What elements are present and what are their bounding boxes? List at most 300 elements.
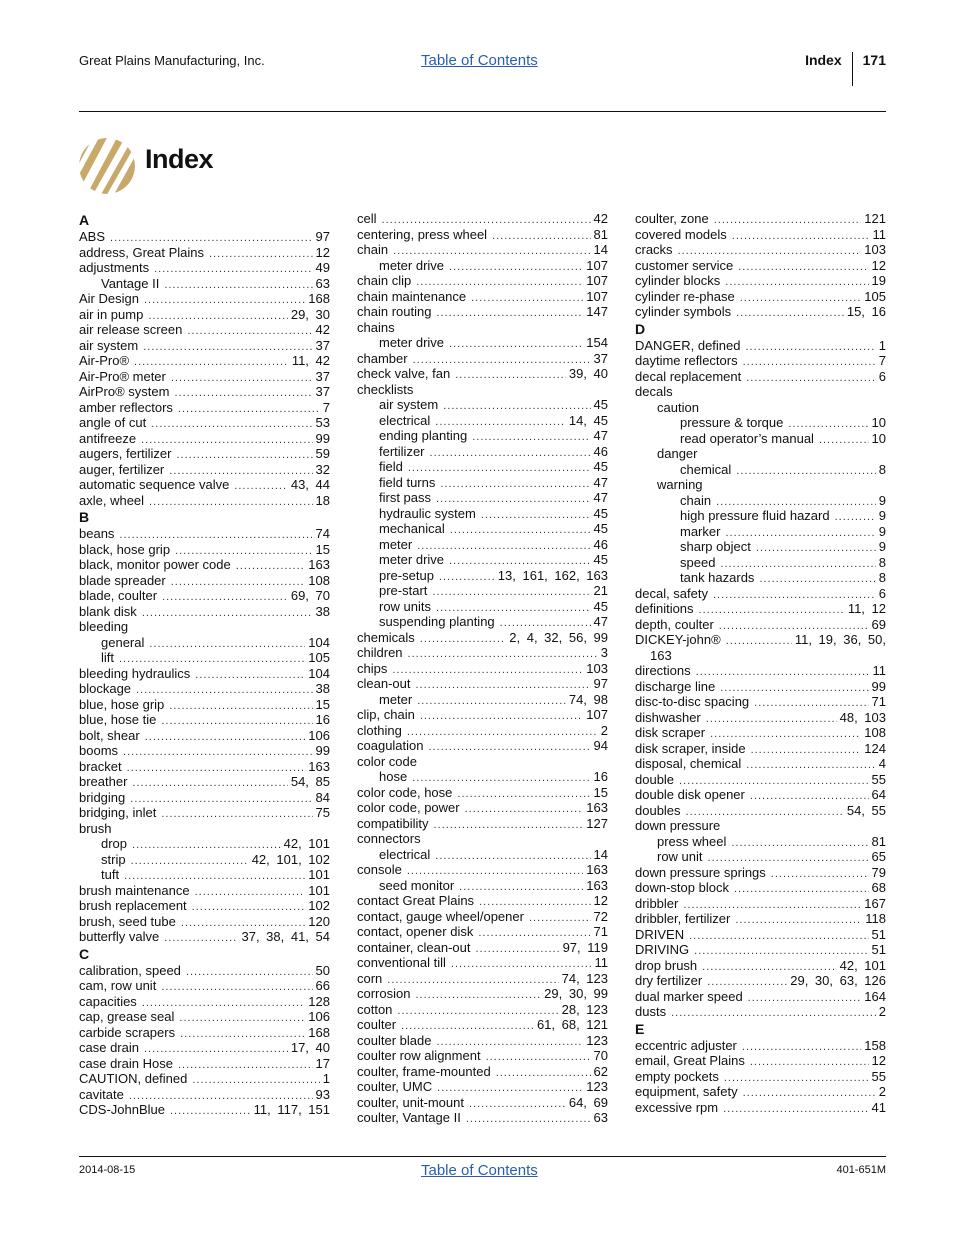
index-term: contact, gauge wheel/opener — [357, 908, 524, 924]
page-reference[interactable]: 106 — [308, 727, 330, 743]
page-reference[interactable]: 6 — [878, 585, 886, 601]
index-term: row unit — [657, 849, 703, 864]
page-reference[interactable]: 93 — [315, 1086, 330, 1102]
page-reference[interactable]: 107 — [586, 707, 608, 722]
index-term: beans — [79, 526, 115, 541]
index-term: drop brush — [635, 957, 698, 973]
dot-leader — [750, 1055, 869, 1071]
page-reference[interactable]: 45 — [593, 397, 608, 412]
index-term: cavitate — [79, 1086, 124, 1102]
page-reference[interactable]: 17, 40 — [290, 1040, 330, 1055]
page-reference[interactable]: 37 — [315, 368, 330, 384]
index-entry — [79, 369, 330, 385]
page-reference[interactable]: 64, 69 — [568, 1094, 608, 1110]
index-entry — [79, 759, 330, 775]
page-reference[interactable]: 168 — [308, 1024, 330, 1040]
page-reference[interactable]: 37 — [315, 337, 330, 353]
page-reference[interactable]: 121 — [864, 211, 886, 226]
index-term: air release screen — [79, 322, 183, 337]
dot-leader — [192, 900, 306, 916]
page-reference[interactable]: 123 — [586, 1079, 608, 1094]
index-entry — [79, 619, 330, 635]
index-term: coulter, frame-mounted — [357, 1063, 491, 1079]
page-reference[interactable]: 81 — [593, 226, 608, 242]
page-reference[interactable]: 118 — [865, 911, 886, 926]
page-reference[interactable]: 154 — [586, 335, 608, 350]
page-reference[interactable]: 29, 30, 99 — [544, 986, 608, 1001]
page-reference[interactable]: 53 — [315, 415, 330, 430]
page-reference[interactable]: 13, 161, 162, 163 — [497, 567, 608, 583]
page-reference[interactable]: 14 — [593, 242, 608, 257]
page-reference[interactable]: 123 — [586, 1032, 608, 1048]
page-reference[interactable]: 28, 123 — [561, 1001, 608, 1017]
page-reference[interactable]: 2, 4, 32, 56, 99 — [509, 629, 608, 645]
dot-leader — [439, 570, 495, 586]
page-reference[interactable]: 163 — [586, 862, 608, 877]
page-reference[interactable]: 103 — [586, 660, 608, 676]
page-reference[interactable]: 71 — [593, 924, 608, 939]
page-reference[interactable]: 74, 98 — [568, 691, 608, 707]
dot-leader — [724, 1071, 869, 1087]
dot-leader — [732, 229, 870, 245]
index-entry — [357, 785, 608, 801]
dot-leader — [726, 634, 792, 650]
page-reference[interactable]: 39, 40 — [568, 366, 608, 381]
page-reference[interactable]: 41 — [871, 1099, 886, 1115]
index-term: contact, opener disk — [357, 924, 474, 939]
dot-leader — [465, 802, 584, 818]
index-entry — [79, 1040, 330, 1056]
index-term: chain routing — [357, 304, 432, 319]
page-reference[interactable]: 163 — [308, 557, 330, 572]
page-reference[interactable]: 158 — [864, 1037, 886, 1053]
index-term: ending planting — [379, 428, 468, 443]
dot-leader — [429, 740, 591, 756]
dot-leader — [417, 694, 566, 710]
dot-leader — [154, 262, 312, 278]
page-reference[interactable]: 8 — [878, 554, 886, 570]
index-entry — [79, 883, 330, 899]
page-reference[interactable]: 79 — [871, 864, 886, 880]
page-reference[interactable]: 10 — [871, 415, 886, 430]
page-reference[interactable]: 49 — [315, 260, 330, 275]
index-entry — [635, 942, 886, 958]
page-reference[interactable]: 37, 38, 41, 54 — [241, 929, 330, 944]
index-entry — [357, 583, 608, 599]
page-reference[interactable]: 32 — [315, 461, 330, 477]
dot-leader — [397, 1004, 558, 1020]
page-reference[interactable]: 97, 119 — [562, 939, 608, 955]
page-reference[interactable]: 42 — [315, 322, 330, 337]
index-entry — [357, 645, 608, 661]
page-reference[interactable]: 108 — [308, 572, 330, 588]
index-entry — [635, 446, 886, 462]
page-reference[interactable]: 163 — [308, 758, 330, 774]
page-reference[interactable]: 11, 19, 36, 50, — [794, 632, 886, 647]
page-reference[interactable]: 104 — [308, 634, 330, 650]
index-entry — [79, 1102, 330, 1118]
index-term: black, hose grip — [79, 541, 171, 557]
page-reference[interactable]: 15 — [315, 696, 330, 712]
index-term: caution — [657, 399, 699, 415]
page-reference[interactable]: 70 — [593, 1048, 608, 1063]
page-reference[interactable]: 66 — [315, 978, 330, 993]
page-reference[interactable]: 47 — [593, 614, 608, 629]
page-reference[interactable]: 99 — [871, 678, 886, 694]
dot-leader — [435, 849, 590, 865]
page-reference[interactable]: 47 — [593, 474, 608, 490]
page-reference[interactable]: 16 — [315, 712, 330, 727]
page-reference[interactable]: 71 — [871, 694, 886, 709]
index-term: case drain Hose — [79, 1055, 173, 1071]
index-term: capacities — [79, 993, 137, 1009]
page-reference[interactable]: 45 — [593, 459, 608, 474]
page-reference[interactable]: 46 — [593, 536, 608, 552]
page-reference[interactable]: 51 — [871, 942, 886, 957]
page-reference[interactable]: 51 — [871, 926, 886, 942]
index-term: address, Great Plains — [79, 244, 205, 260]
index-term: brush, seed tube — [79, 913, 176, 929]
page-reference[interactable]: 15 — [593, 784, 608, 800]
index-term: cell — [357, 211, 377, 226]
index-term: coagulation — [357, 738, 424, 753]
page-reference[interactable]: 21 — [593, 583, 608, 598]
page-reference[interactable]: 9 — [878, 523, 886, 539]
page-reference[interactable]: 99 — [315, 430, 330, 446]
page-reference[interactable]: 107 — [586, 257, 608, 273]
index-term: double disk opener — [635, 787, 745, 802]
index-letter-heading: C — [79, 945, 90, 962]
toc-link-bottom[interactable]: Table of Contents — [421, 1162, 538, 1179]
page-reference[interactable]: 11, 117, 151 — [253, 1102, 330, 1117]
page-reference[interactable]: 42, 101 — [283, 836, 330, 851]
index-entry — [635, 493, 886, 509]
page-reference[interactable]: 38 — [315, 681, 330, 696]
index-entry — [79, 994, 330, 1010]
page-reference[interactable]: 47 — [593, 428, 608, 443]
index-entry — [357, 490, 608, 506]
dot-leader — [192, 1073, 319, 1089]
page-reference[interactable]: 10 — [871, 430, 886, 446]
page-reference[interactable]: 42, 101 — [839, 957, 886, 973]
page-reference[interactable]: 18 — [315, 492, 330, 508]
index-entry — [357, 955, 608, 971]
page-reference[interactable]: 108 — [864, 725, 886, 740]
page-reference[interactable]: 103 — [864, 242, 886, 257]
index-entry — [79, 573, 330, 589]
index-entry — [79, 229, 330, 245]
page-reference[interactable]: 1 — [878, 337, 886, 353]
page-reference[interactable]: 84 — [315, 789, 330, 805]
index-entry — [79, 712, 330, 728]
dot-leader — [742, 1040, 861, 1056]
dot-leader — [731, 836, 868, 852]
page-reference[interactable]: 94 — [593, 738, 608, 753]
page-reference[interactable]: 168 — [308, 291, 330, 306]
index-term: bridging, inlet — [79, 805, 157, 820]
index-term: pre-start — [379, 583, 428, 598]
page-reference[interactable]: 9 — [878, 492, 886, 508]
page-reference[interactable]: 42 — [593, 211, 608, 226]
page-reference[interactable]: 48, 103 — [839, 709, 886, 725]
page-reference[interactable]: 69 — [871, 616, 886, 632]
index-entry — [79, 291, 330, 307]
page-reference[interactable]: 107 — [586, 288, 608, 304]
dot-leader — [735, 913, 862, 929]
index-column-2 — [357, 211, 608, 1126]
index-entry — [79, 821, 330, 837]
page-reference[interactable]: 99 — [315, 743, 330, 758]
page-reference[interactable]: 2 — [600, 722, 608, 738]
index-term: read operator’s manual — [680, 430, 814, 446]
index-term: blue, hose grip — [79, 696, 165, 712]
page-reference[interactable]: 45 — [593, 505, 608, 521]
index-term: container, clean-out — [357, 939, 471, 955]
index-term: centering, press wheel — [357, 226, 488, 242]
index-entry — [79, 493, 330, 509]
index-term: brush — [79, 820, 112, 836]
index-term: coulter blade — [357, 1032, 432, 1048]
index-entry — [79, 650, 330, 666]
page-reference[interactable]: 45 — [593, 521, 608, 536]
page-reference[interactable]: 4 — [878, 756, 886, 771]
page-reference[interactable]: 163 — [586, 800, 608, 815]
page-reference[interactable]: 105 — [864, 288, 886, 304]
page-reference[interactable]: 9 — [878, 508, 886, 523]
dot-leader — [234, 479, 288, 495]
page-reference[interactable]: 1 — [322, 1071, 330, 1086]
page-reference[interactable]: 8 — [878, 570, 886, 585]
index-entry — [635, 927, 886, 943]
index-term: carbide scrapers — [79, 1024, 176, 1040]
index-term: tank hazards — [680, 570, 755, 585]
index-entry — [79, 1025, 330, 1041]
dot-leader — [706, 712, 837, 728]
index-term: meter drive — [379, 257, 445, 273]
index-term: clean-out — [357, 676, 411, 691]
index-entry — [635, 242, 886, 258]
page-reference[interactable]: 8 — [878, 461, 886, 477]
index-entry — [635, 787, 886, 803]
index-term: DANGER, defined — [635, 337, 741, 353]
page-reference[interactable]: 2 — [878, 1004, 886, 1019]
page-reference[interactable]: 45 — [593, 598, 608, 614]
index-term: equipment, safety — [635, 1084, 738, 1099]
index-term: corrosion — [357, 986, 411, 1001]
dot-leader — [415, 678, 590, 694]
page-reference[interactable]: 37 — [593, 350, 608, 366]
page-reference[interactable]: 54, 85 — [290, 774, 330, 789]
page-reference[interactable]: 65 — [871, 849, 886, 864]
index-entry — [635, 1100, 886, 1116]
page-reference[interactable]: 12 — [315, 244, 330, 260]
dot-leader — [466, 1112, 591, 1128]
page-reference[interactable]: 37 — [315, 384, 330, 399]
page-reference[interactable]: 42, 101, 102 — [251, 851, 330, 867]
page-reference[interactable]: 15, 16 — [846, 304, 886, 319]
page-reference[interactable]: 14, 45 — [568, 412, 608, 428]
index-entry — [79, 260, 330, 276]
page-reference[interactable]: 47 — [593, 490, 608, 505]
page-reference[interactable]: 63 — [593, 1110, 608, 1125]
index-entry — [79, 1056, 330, 1072]
index-entry — [635, 725, 886, 741]
page-reference[interactable]: 97 — [593, 676, 608, 691]
index-term: mechanical — [379, 521, 445, 536]
page-reference[interactable]: 106 — [308, 1009, 330, 1024]
page-reference[interactable]: 29, 30 — [290, 306, 330, 322]
index-term: hydraulic system — [379, 505, 476, 521]
page-reference[interactable]: 81 — [871, 833, 886, 849]
page-reference[interactable]: 11 — [594, 955, 608, 970]
index-term: dry fertilizer — [635, 973, 703, 988]
page-reference[interactable]: 11, 12 — [847, 601, 886, 616]
page-reference[interactable]: 75 — [315, 805, 330, 820]
page-reference[interactable]: 61, 68, 121 — [536, 1017, 608, 1032]
page-reference[interactable]: 45 — [593, 552, 608, 567]
page-reference[interactable]: 54, 55 — [846, 802, 886, 818]
dot-leader — [143, 340, 312, 356]
page-reference[interactable]: 43, 44 — [290, 477, 330, 492]
index-entry — [357, 335, 608, 351]
header-divider — [852, 52, 853, 86]
page-reference[interactable]: 74 — [315, 526, 330, 541]
page-reference[interactable]: 12 — [593, 893, 608, 908]
dot-leader — [699, 603, 845, 619]
index-entry — [79, 557, 330, 573]
dot-leader — [162, 590, 288, 606]
page-reference[interactable]: 55 — [871, 771, 886, 787]
index-term: general — [101, 634, 145, 650]
page-reference[interactable]: 19 — [871, 273, 886, 288]
page-reference[interactable]: 102 — [308, 898, 330, 913]
page-reference[interactable]: 68 — [871, 880, 886, 895]
index-term: down pressure — [635, 818, 721, 833]
index-letter-heading: E — [635, 1020, 645, 1037]
page-reference[interactable]: 127 — [586, 815, 608, 831]
index-entry — [357, 1017, 608, 1033]
page-reference[interactable]: 69, 70 — [290, 588, 330, 603]
page-reference[interactable]: 7 — [878, 353, 886, 368]
index-entry — [79, 805, 330, 821]
index-entry — [357, 630, 608, 646]
index-entry — [635, 353, 886, 369]
page-reference[interactable]: 38 — [315, 603, 330, 619]
page-reference[interactable]: 11, 42 — [291, 353, 330, 368]
page-reference[interactable]: 107 — [586, 273, 608, 288]
index-term: DICKEY-john® — [635, 632, 721, 647]
page-reference[interactable]: 72 — [593, 908, 608, 924]
page-reference[interactable]: 9 — [878, 539, 886, 554]
index-entry — [357, 289, 608, 305]
index-term: down-stop block — [635, 880, 729, 895]
page-reference[interactable]: 55 — [871, 1068, 886, 1084]
page-reference[interactable]: 124 — [864, 740, 886, 756]
page-reference[interactable]: 11 — [872, 663, 886, 678]
index-entry — [635, 415, 886, 431]
page-reference[interactable]: 7 — [322, 399, 330, 415]
page-reference[interactable]: 11 — [872, 226, 886, 242]
page-reference[interactable]: 50 — [315, 962, 330, 978]
page-reference[interactable]: 62 — [593, 1063, 608, 1079]
index-term: clothing — [357, 722, 402, 738]
page-reference[interactable]: 6 — [878, 368, 886, 384]
index-entry — [635, 803, 886, 819]
page-reference[interactable]: 17 — [315, 1055, 330, 1071]
page-reference[interactable]: 101 — [308, 867, 330, 882]
page-reference[interactable]: 15 — [315, 541, 330, 557]
index-term: chain clip — [357, 273, 412, 288]
index-entry — [635, 384, 886, 400]
page-reference[interactable]: 74, 123 — [561, 970, 608, 986]
index-entry — [635, 989, 886, 1005]
dot-leader — [436, 306, 583, 322]
page-reference[interactable]: 16 — [593, 769, 608, 784]
dot-leader — [123, 745, 313, 761]
index-entry — [357, 1002, 608, 1018]
page-reference[interactable]: 3 — [600, 645, 608, 660]
index-entry — [357, 537, 608, 553]
index-entry — [357, 707, 608, 723]
page-reference[interactable]: 167 — [864, 895, 886, 911]
page-reference[interactable]: 46 — [593, 443, 608, 459]
page-reference[interactable]: 29, 30, 63, 126 — [790, 973, 886, 988]
page-reference[interactable]: 164 — [864, 988, 886, 1004]
page-reference[interactable]: 163 — [586, 877, 608, 893]
page-reference[interactable]: 105 — [308, 650, 330, 665]
toc-link-top[interactable]: Table of Contents — [421, 52, 538, 69]
dot-leader — [432, 585, 590, 601]
page-reference[interactable]: 12 — [871, 257, 886, 273]
index-term: axle, wheel — [79, 492, 145, 508]
page-reference[interactable]: 64 — [871, 787, 886, 802]
index-term: blue, hose tie — [79, 712, 157, 727]
index-entry — [357, 459, 608, 475]
index-term: marker — [680, 523, 721, 539]
index-entry — [635, 710, 886, 726]
index-term: disk scraper — [635, 725, 706, 740]
page-reference[interactable]: 63 — [315, 275, 330, 291]
dot-leader — [170, 1104, 251, 1120]
page-reference[interactable]: 59 — [315, 446, 330, 461]
index-term: connectors — [357, 831, 421, 846]
dot-leader — [131, 854, 249, 870]
index-entry — [635, 431, 886, 447]
index-term: antifreeze — [79, 430, 137, 446]
index-term: email, Great Plains — [635, 1053, 745, 1068]
index-term: blade spreader — [79, 572, 166, 588]
dot-leader — [748, 991, 862, 1007]
dot-leader — [746, 758, 876, 774]
page-reference[interactable]: 2 — [878, 1084, 886, 1099]
page-reference[interactable]: 147 — [586, 304, 608, 319]
page-reference[interactable]: 128 — [308, 993, 330, 1009]
page-reference[interactable]: 14 — [593, 846, 608, 862]
index-term: disc-to-disc spacing — [635, 694, 750, 709]
page-reference[interactable]: 12 — [871, 1053, 886, 1068]
index-term: eccentric adjuster — [635, 1037, 737, 1053]
index-term: strip — [101, 851, 126, 867]
page-reference[interactable]: 101 — [308, 882, 330, 898]
index-term: brush maintenance — [79, 882, 190, 898]
page-reference[interactable]: 97 — [315, 229, 330, 244]
index-term: dribbler, fertilizer — [635, 911, 731, 926]
index-term: warning — [657, 477, 703, 492]
index-term: butterfly valve — [79, 929, 160, 944]
page-reference[interactable]: 120 — [308, 913, 330, 929]
dot-leader — [174, 386, 312, 402]
page-reference[interactable]: 104 — [308, 665, 330, 681]
